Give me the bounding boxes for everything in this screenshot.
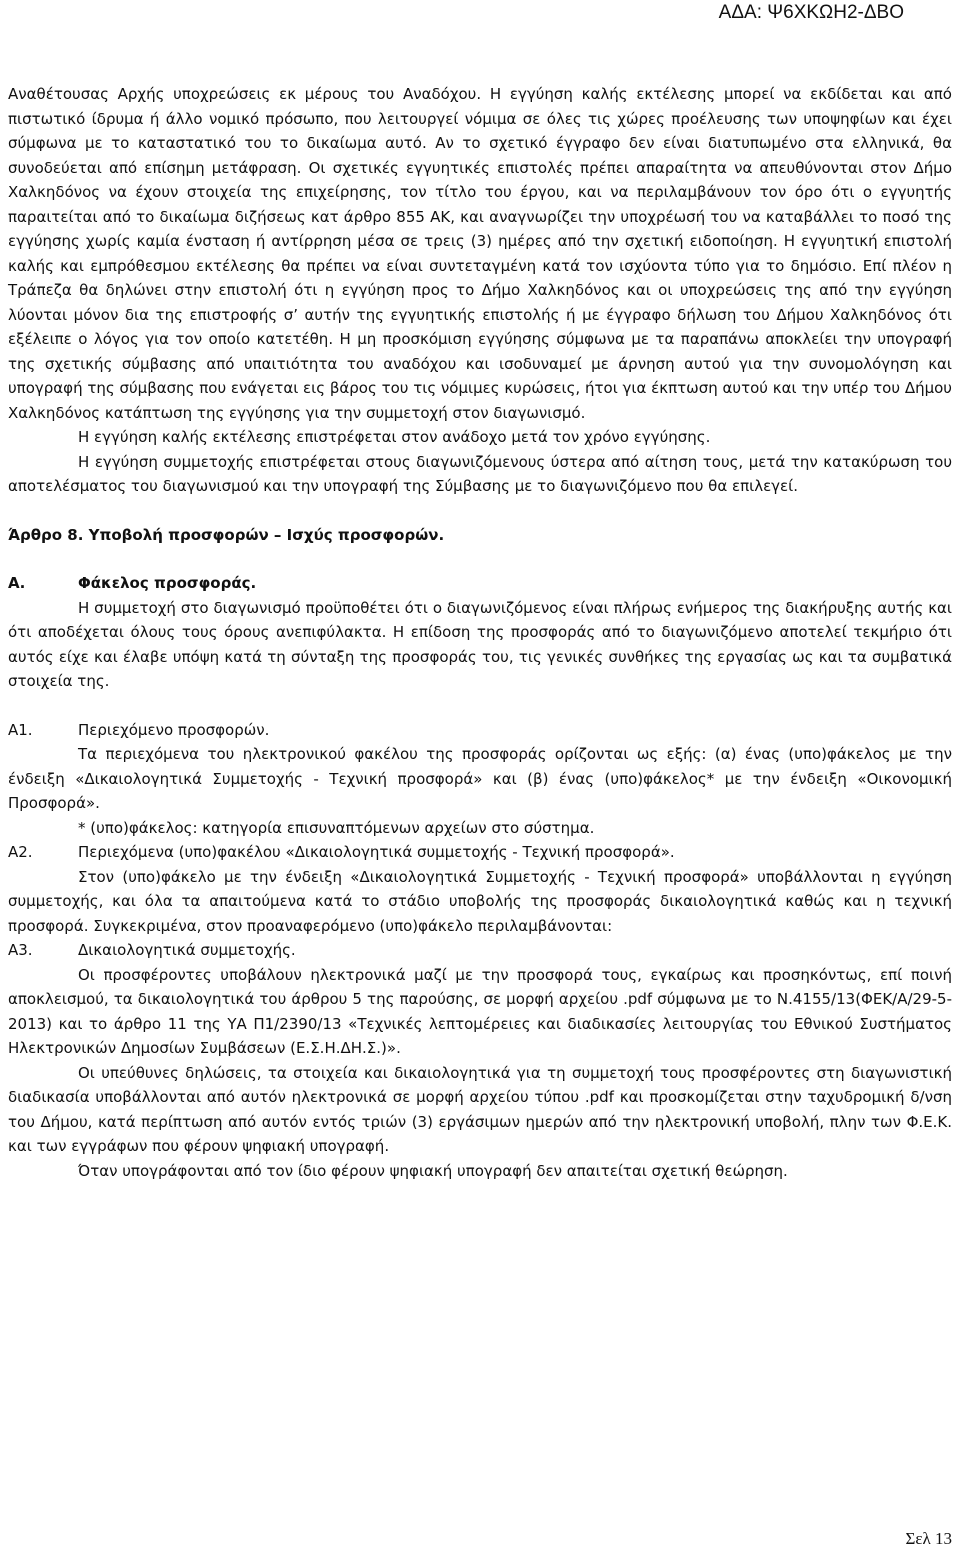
spacer (8, 499, 952, 523)
paragraph-electronic-submission: Οι προσφέροντες υποβάλουν ηλεκτρονικά μαζί με την προσφορά τους, εγκαίρως και προσηκόντως, επί ποινή αποκλεισμού, τα δικαιολογητικά του άρθρου 5 της παρούσης, σε μορφή αρχείου .pdf σύμφωνα με το Ν.4155/13(ΦΕΚ/Α/29-5-2013) και το άρθρο 11 της ΥΑ Π1/2390/13 «Τεχνικές λεπτομέρειες και διαδικασίες λειτουργίας του Εθνικού Συστήματος Ηλεκτρονικών Δημοσίων Συμβάσεων (Ε.Σ.Η.ΔΗ.Σ.)». (8, 965, 952, 1057)
paragraph-declarations: Οι υπεύθυνες δηλώσεις, τα στοιχεία και δικαιολογητικά για τη συμμετοχή τους προσφέροντες στη διαγωνιστική διαδικασία υποβάλλονται από αυτόν ηλεκτρονικά σε μορφή αρχείου τύπου .pdf και προσκομίζεται στην ταχυδρομική δ/νση του Δήμου, κατά περίπτωση από αυτόν εντός τριών (3) εργάσιμων ημερών από την ηλεκτρονική υποβολή, πλην των Φ.Ε.Κ. και των εγγράφων που φέρουν ψηφιακή υπογραφή. (8, 1063, 952, 1155)
section-a-title: Φάκελος προσφοράς. (78, 574, 257, 592)
section-a-label: Α. (8, 574, 26, 592)
section-a2-heading (8, 840, 952, 865)
section-a-heading (8, 571, 952, 596)
paragraph-subfolder-footnote: * (υπο)φάκελος: κατηγορία επισυναπτόμενων αρχείων στο σύστημα. (78, 818, 595, 837)
spacer (8, 694, 952, 718)
section-a1-title: Περιεχόμενο προσφορών. (78, 720, 270, 739)
paragraph-offer-contents: Τα περιεχόμενα του ηλεκτρονικού φακέλου της προσφοράς ορίζονται ως εξής: (α) ένας (υπο)φάκελος με την ένδειξη «Δικαιολογητικά Συμμετοχής - Τεχνική προσφορά» και (β) ένας (υπο)φάκελος* με την ένδειξη «Οικονομική Προσφορά». (8, 745, 952, 812)
section-a2-label: Α2. (8, 843, 33, 861)
paragraph-signature-note: Όταν υπογράφονται από τον ίδιο φέρουν ψηφιακή υπογραφή δεν απαιτείται σχετική θεώρηση. (78, 1161, 788, 1180)
section-a2-title: Περιεχόμενα (υπο)φακέλου «Δικαιολογητικά συμμετοχής - Τεχνική προσφορά». (78, 843, 675, 861)
document-ada-code: ΑΔΑ: Ψ6ΧΚΩΗ2-ΔΒΟ (718, 2, 904, 23)
spacer (8, 547, 952, 571)
document-body (8, 82, 952, 1183)
paragraph-participation-terms: Η συμμετοχή στο διαγωνισμό προϋποθέτει ότι ο διαγωνιζόμενος είναι πλήρως ενήμερος της διακήρυξης αυτής και ότι αποδέχεται όλους τους όρους ανεπιφύλακτα. Η επίδοση της προσφοράς από το διαγωνιζόμενο αποτελεί τεκμήριο ότι αυτός είχε και έλαβε υπόψη κατά τη σύνταξη της προσφοράς του, τις γενικές συνθήκες της εργασίας ως και τα συμβατικά στοιχεία της. (8, 598, 952, 690)
page-number: Σελ 13 (905, 1529, 952, 1548)
paragraph-guarantee-terms: Αναθέτουσας Αρχής υποχρεώσεις εκ μέρους του Αναδόχου. Η εγγύηση καλής εκτέλεσης μπορεί να εκδίδεται και από πιστωτικό ίδρυμα ή άλλο νομικό πρόσωπο, που λειτουργεί νόμιμα σε όλες τις χώρες προέλευσης των υποψηφίων και έχει σύμφωνα με το καταστατικό του το δικαίωμα αυτό. Αν το σχετικό έγγραφο δεν είναι διατυπωμένο στα ελληνικά, θα συνοδεύεται από επίσημη μετάφραση. Οι σχετικές εγγυητικές επιστολές πρέπει απαραίτητα να απευθύνονται στον Δήμο Χαλκηδόνος να έχουν στοιχεία της επιχείρησης, τον τίτλο του έργου, και να περιλαμβάνουν τον όρο ότι ο εγγυητής παραιτείται από το δικαίωμα διζήσεως κατ άρθρο 855 ΑΚ, και αναγνωρίζει την υποχρέωσή του να καταβάλλει το ποσό της εγγύησης χωρίς καμία ένσταση ή αντίρρηση μέσα σε τρεις (3) ημέρες από την σχετική ειδοποίηση. Η εγγυητική επιστολή καλής και εμπρόθεσμου εκτέλεσης θα πρέπει να είναι συντεταγμένη κατά τον ισχύοντα τύπο για το δημόσιο. Επί πλέον η Τράπεζα θα δηλώνει στην επιστολή ότι η εγγύηση προς το Δήμο Χαλκηδόνος και οι υποχρεώσεις της από την εγγύηση λύονται μόνον δια της επιστροφής σ’ αυτήν της εγγυητικής επιστολής ή με έγγραφο δήλωση του Δήμου Χαλκηδόνος ότι εξέλειπε ο λόγος για τον οποίο κατετέθη. Η μη προσκόμιση εγγύησης σύμφωνα με τα παραπάνω αποκλείει την υπογραφή της σχετικής σύμβασης από υπαιτιότητα του αναδόχου και ισοδυναμεί με άρνηση αυτού για την συνομολόγηση και υπογραφή της σύμβασης που ενάγεται εις βάρος του τις νόμιμες κυρώσεις, ήτοι για έκπτωση αυτού και την υπέρ του Δήμου Χαλκηδόνος κατάπτωση της εγγύησης για την συμμετοχή στον διαγωνισμό. (8, 85, 952, 422)
section-a3-label: Α3. (8, 941, 33, 959)
paragraph-guarantee-return: Η εγγύηση καλής εκτέλεσης επιστρέφεται στον ανάδοχο μετά τον χρόνο εγγύησης. (78, 428, 711, 446)
section-a3-title: Δικαιολογητικά συμμετοχής. (78, 941, 296, 959)
paragraph-subfolder-description: Στον (υπο)φάκελο με την ένδειξη «Δικαιολογητικά Συμμετοχής - Τεχνική προσφορά» υποβάλλονται η εγγύηση συμμετοχής, και όλα τα απαιτούμενα κατά το στάδιο υποβολής της προσφοράς δικαιολογητικά καθώς και η τεχνική προσφορά. Συγκεκριμένα, στον προαναφερόμενο (υπο)φάκελο περιλαμβάνονται: (8, 867, 952, 935)
paragraph-participation-return: Η εγγύηση συμμετοχής επιστρέφεται στους διαγωνιζόμενους ύστερα από αίτηση τους, μετά την κατακύρωση του αποτελέσματος του διαγωνισμού και την υπογραφή της Σύμβασης με το διαγωνιζόμενο που θα επιλεγεί. (8, 452, 952, 495)
article-8-title: Άρθρο 8. Υποβολή προσφορών – Ισχύς προσφορών. (8, 525, 445, 544)
section-a1-label: Α1. (8, 720, 33, 739)
section-a1-heading (8, 718, 952, 743)
section-a3-heading (8, 938, 952, 963)
